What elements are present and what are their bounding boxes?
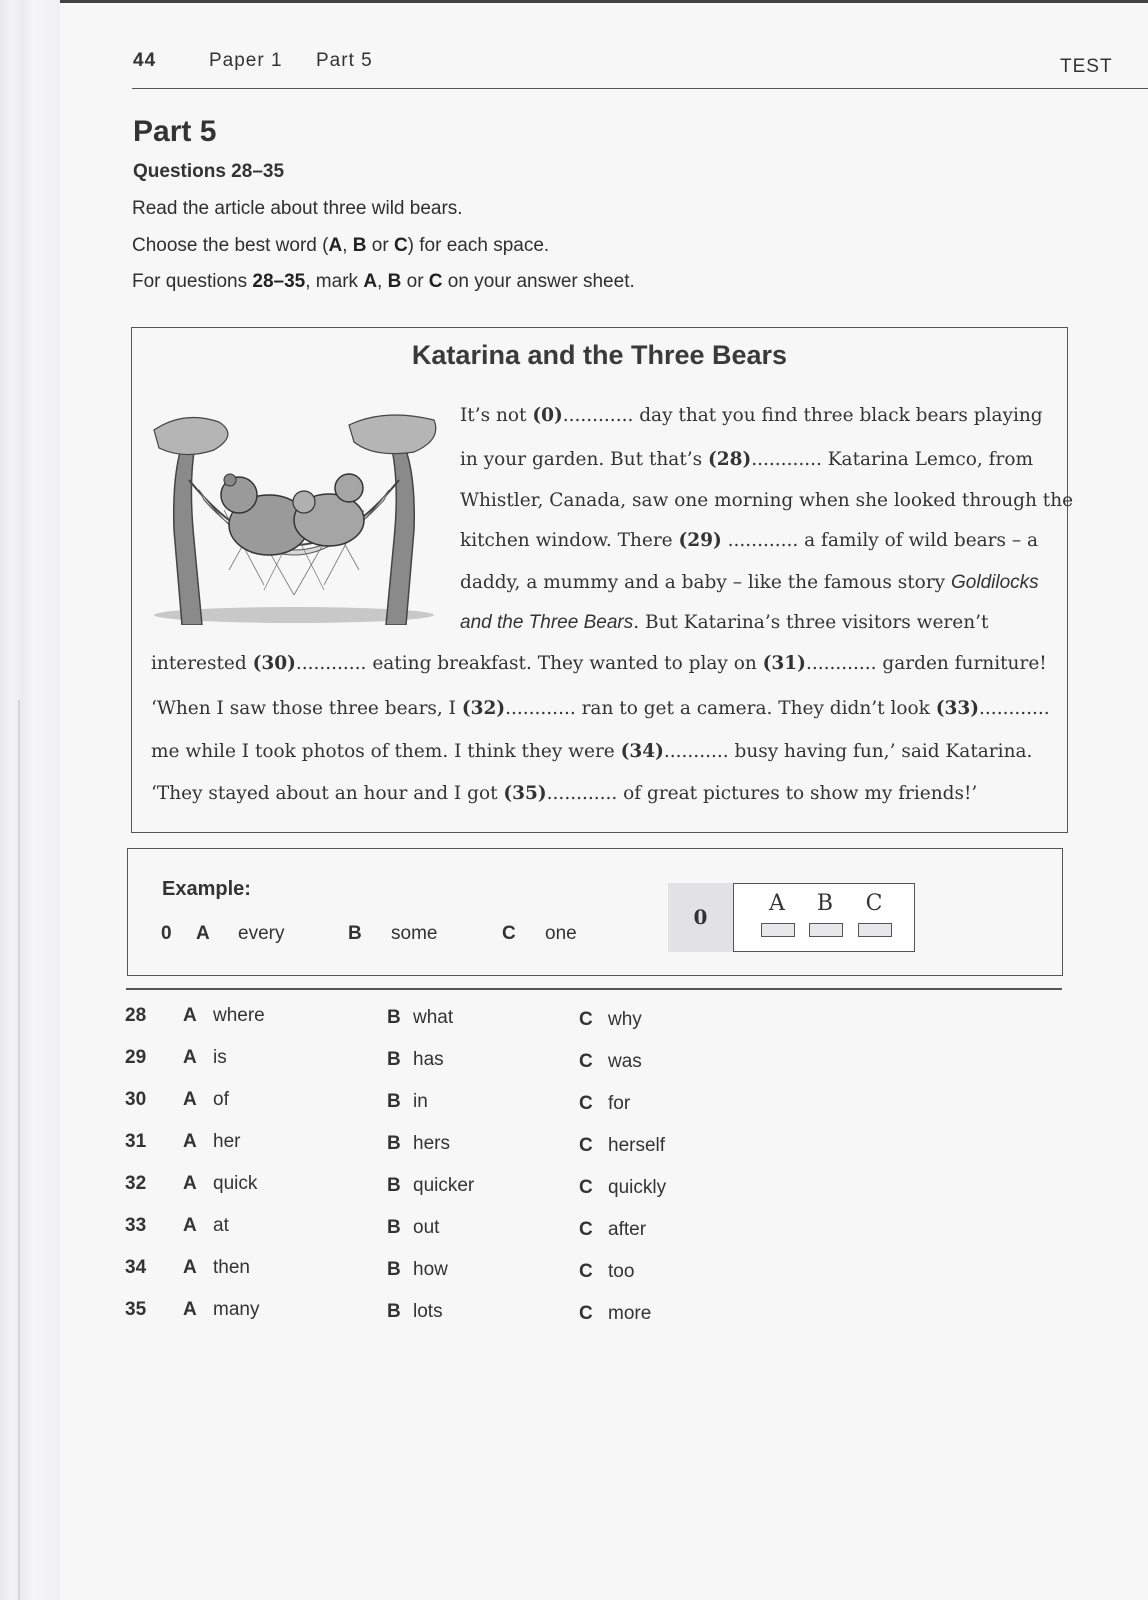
answer-sheet-number: 0 [668, 883, 734, 952]
question-number: 29 [125, 1047, 147, 1068]
answer-sheet-letter-c: C [865, 891, 883, 916]
option-b-word: lots [413, 1301, 443, 1322]
option-a-word: of [213, 1089, 229, 1110]
page-title: Part 5 [133, 115, 217, 148]
option-b-letter: B [387, 1007, 401, 1028]
option-c-word: for [608, 1093, 631, 1114]
example-c-letter: C [502, 923, 516, 944]
option-b-letter: B [387, 1301, 401, 1322]
option-a-word: where [213, 1005, 265, 1026]
article-line-10: ‘They stayed about an hour and I got (35)............ of great pictures to show my friends!’ [151, 783, 978, 804]
header-rule [132, 88, 1148, 89]
option-b-letter: B [387, 1133, 401, 1154]
option-c-letter: C [579, 1093, 593, 1114]
example-label: Example: [162, 878, 251, 900]
question-number: 33 [125, 1215, 147, 1236]
question-number: 32 [125, 1173, 147, 1194]
article-line-8: ‘When I saw those three bears, I (32)............ ran to get a camera. They didn’t look (33)............ [151, 698, 1050, 719]
option-b-word: quicker [413, 1175, 475, 1196]
option-b-letter: B [387, 1259, 401, 1280]
article-line-7: interested (30)............ eating breakfast. They wanted to play on (31)............ garden furniture! [151, 653, 1047, 674]
article-title: Katarina and the Three Bears [411, 340, 788, 370]
question-number: 28 [125, 1005, 147, 1026]
page-number: 44 [133, 50, 157, 71]
option-c-letter: C [579, 1135, 593, 1156]
question-number: 30 [125, 1089, 147, 1110]
article-line-4: kitchen window. There (29) ............ a family of wild bears – a [460, 530, 1039, 551]
option-c-word: quickly [608, 1177, 667, 1198]
option-b-letter: B [387, 1217, 401, 1238]
option-a-word: her [213, 1131, 241, 1152]
example-b-letter: B [348, 923, 362, 944]
header-part: Part 5 [316, 50, 373, 71]
instruction-3: For questions 28–35, mark A, B or C on your answer sheet. [132, 271, 635, 292]
option-c-letter: C [579, 1009, 593, 1030]
example-a-word: every [238, 923, 285, 944]
option-a-word: is [213, 1047, 227, 1068]
option-b-word: hers [413, 1133, 450, 1154]
example-b-word: some [391, 923, 438, 944]
answer-box-b[interactable] [809, 923, 843, 937]
questions-range: Questions 28–35 [133, 161, 285, 182]
example-c-word: one [545, 923, 577, 944]
answer-box-c[interactable] [858, 923, 892, 937]
option-c-letter: C [579, 1219, 593, 1240]
questions-rule [126, 988, 1062, 990]
option-a-letter: A [183, 1131, 197, 1152]
option-a-word: at [213, 1215, 229, 1236]
option-b-word: in [413, 1091, 428, 1112]
option-a-word: many [213, 1299, 260, 1320]
answer-box-a[interactable] [761, 923, 795, 937]
option-c-letter: C [579, 1261, 593, 1282]
article-line-5: daddy, a mummy and a baby – like the famous story Goldilocks [460, 572, 1039, 593]
option-a-letter: A [183, 1257, 197, 1278]
option-c-word: why [608, 1009, 642, 1030]
option-c-letter: C [579, 1303, 593, 1324]
option-c-word: more [608, 1303, 652, 1324]
example-number: 0 [161, 923, 172, 944]
question-number: 35 [125, 1299, 147, 1320]
option-a-letter: A [183, 1173, 197, 1194]
option-c-word: was [608, 1051, 642, 1072]
bears-hammock-illustration [144, 410, 444, 625]
option-b-letter: B [387, 1175, 401, 1196]
option-b-word: what [413, 1007, 454, 1028]
option-b-letter: B [387, 1091, 401, 1112]
option-a-letter: A [183, 1047, 197, 1068]
option-c-letter: C [579, 1177, 593, 1198]
instruction-1: Read the article about three wild bears. [132, 198, 463, 219]
question-number: 31 [125, 1131, 147, 1152]
option-b-letter: B [387, 1049, 401, 1070]
option-c-word: after [608, 1219, 647, 1240]
book-spine [0, 0, 60, 1600]
article-line-9: me while I took photos of them. I think they were (34)........... busy having fun,’ said Katarina. [151, 741, 1033, 762]
article-line-6: and the Three Bears. But Katarina’s three visitors weren’t [460, 612, 989, 633]
article-line-3: Whistler, Canada, saw one morning when she looked through the [460, 490, 1074, 511]
answer-sheet-letter-b: B [816, 891, 834, 916]
option-c-word: too [608, 1261, 635, 1282]
option-a-word: then [213, 1257, 250, 1278]
option-a-letter: A [183, 1005, 197, 1026]
option-c-letter: C [579, 1051, 593, 1072]
option-b-word: out [413, 1217, 440, 1238]
instruction-2: Choose the best word (A, B or C) for each space. [132, 235, 550, 256]
page-top-edge [60, 0, 1148, 3]
option-a-letter: A [183, 1089, 197, 1110]
option-b-word: how [413, 1259, 448, 1280]
option-b-word: has [413, 1049, 444, 1070]
option-c-word: herself [608, 1135, 666, 1156]
article-line-2: in your garden. But that’s (28)............ Katarina Lemco, from [460, 449, 1034, 470]
example-a-letter: A [196, 923, 210, 944]
example-box [127, 848, 1063, 976]
option-a-word: quick [213, 1173, 258, 1194]
article-line-1: It’s not (0)............ day that you find three black bears playing [460, 405, 1043, 426]
question-number: 34 [125, 1257, 147, 1278]
header-test: TEST [1060, 56, 1113, 77]
answer-sheet-letter-a: A [769, 891, 785, 916]
header-paper: Paper 1 [209, 50, 283, 71]
option-a-letter: A [183, 1299, 197, 1320]
option-a-letter: A [183, 1215, 197, 1236]
